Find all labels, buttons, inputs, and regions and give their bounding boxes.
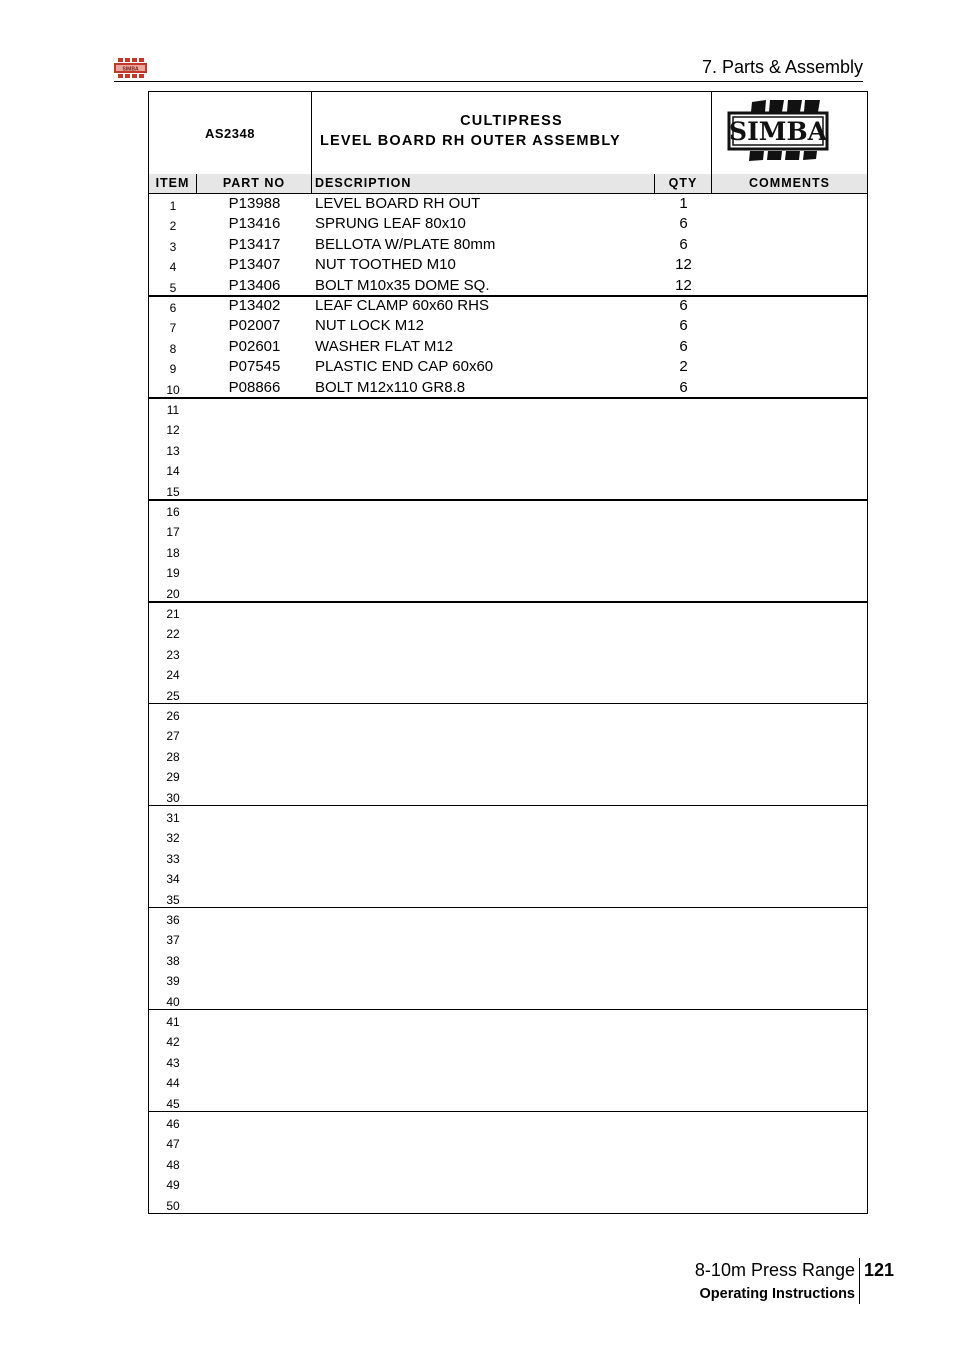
row-item-number: 25 bbox=[166, 688, 180, 703]
table-row bbox=[149, 418, 867, 438]
row-item-number: 2 bbox=[169, 219, 177, 234]
row-part-number: P13402 bbox=[228, 297, 281, 314]
table-row bbox=[149, 806, 867, 826]
row-item-number: 31 bbox=[166, 811, 180, 825]
table-row bbox=[149, 520, 867, 540]
col-description: DESCRIPTION bbox=[312, 174, 655, 193]
footer-title: 8-10m Press Range bbox=[694, 1260, 855, 1280]
row-qty: 12 bbox=[675, 276, 692, 294]
row-item-number: 4 bbox=[169, 260, 177, 275]
table-row bbox=[149, 296, 867, 316]
row-item-number: 44 bbox=[166, 1076, 180, 1091]
row-item-number: 41 bbox=[166, 1015, 180, 1029]
row-description: PLASTIC END CAP 60x60 bbox=[315, 358, 494, 376]
table-row bbox=[149, 908, 867, 928]
table-row bbox=[149, 786, 867, 806]
table-row bbox=[149, 1092, 867, 1112]
row-part-number: P13988 bbox=[228, 195, 281, 212]
table-row bbox=[149, 255, 867, 275]
table-row bbox=[149, 235, 867, 255]
table-row bbox=[149, 990, 867, 1010]
row-part-number: P13407 bbox=[228, 256, 281, 274]
table-row bbox=[149, 480, 867, 500]
row-item-number: 22 bbox=[166, 627, 180, 642]
page-number: 121 bbox=[864, 1260, 895, 1280]
table-row bbox=[149, 194, 867, 214]
row-item-number: 28 bbox=[166, 749, 180, 764]
row-item-number: 20 bbox=[166, 586, 180, 601]
row-item-number: 14 bbox=[166, 464, 180, 479]
table-row bbox=[149, 622, 867, 642]
row-item-number: 32 bbox=[166, 831, 180, 846]
row-description: WASHER FLAT M12 bbox=[315, 337, 454, 355]
row-item-number: 29 bbox=[166, 770, 180, 785]
table-row bbox=[149, 1173, 867, 1193]
simba-logo bbox=[712, 92, 867, 174]
row-qty: 6 bbox=[679, 235, 688, 253]
row-item-number: 50 bbox=[166, 1198, 180, 1213]
table-row bbox=[149, 643, 867, 663]
row-part-number: P02601 bbox=[228, 337, 281, 355]
table-row bbox=[149, 1153, 867, 1173]
table-row bbox=[149, 1194, 867, 1214]
table-row bbox=[149, 357, 867, 377]
svg-text:SIMBA: SIMBA bbox=[122, 66, 139, 73]
row-part-number: P08866 bbox=[228, 378, 281, 396]
table-row bbox=[149, 1132, 867, 1152]
row-item-number: 8 bbox=[169, 341, 177, 356]
table-row bbox=[149, 500, 867, 520]
row-item-number: 34 bbox=[166, 872, 180, 887]
col-comments: COMMENTS bbox=[749, 176, 830, 190]
row-item-number: 46 bbox=[166, 1117, 180, 1131]
table-row bbox=[149, 276, 867, 296]
table-row bbox=[149, 663, 867, 683]
row-part-number: P02007 bbox=[228, 317, 281, 335]
row-part-number: P13406 bbox=[228, 276, 281, 294]
row-qty: 12 bbox=[675, 256, 692, 274]
title-block bbox=[149, 92, 867, 175]
row-part-number: P13416 bbox=[228, 215, 281, 233]
row-qty: 2 bbox=[679, 358, 688, 376]
row-item-number: 12 bbox=[166, 423, 180, 438]
row-qty: 6 bbox=[679, 215, 688, 233]
row-qty: 6 bbox=[679, 378, 688, 396]
row-item-number: 11 bbox=[166, 403, 180, 417]
table-row bbox=[149, 684, 867, 704]
section-title: 7. Parts & Assembly bbox=[701, 57, 863, 77]
row-item-number: 36 bbox=[166, 913, 180, 927]
simba-small-logo bbox=[114, 58, 147, 78]
row-item-number: 16 bbox=[166, 505, 180, 519]
row-item-number: 40 bbox=[166, 994, 180, 1009]
row-item-number: 30 bbox=[166, 790, 180, 805]
row-qty: 1 bbox=[679, 195, 688, 212]
row-item-number: 21 bbox=[166, 607, 180, 621]
row-item-number: 17 bbox=[166, 525, 180, 540]
row-item-number: 3 bbox=[169, 239, 177, 254]
row-item-number: 47 bbox=[166, 1137, 180, 1152]
row-item-number: 27 bbox=[166, 729, 180, 744]
col-item: ITEM bbox=[149, 174, 197, 193]
table-row bbox=[149, 1051, 867, 1071]
row-description: NUT LOCK M12 bbox=[315, 317, 424, 335]
row-item-number: 33 bbox=[166, 851, 180, 866]
table-row bbox=[149, 928, 867, 948]
table-row bbox=[149, 337, 867, 357]
row-description: LEAF CLAMP 60x60 RHS bbox=[315, 297, 489, 314]
table-row bbox=[149, 888, 867, 908]
row-item-number: 9 bbox=[169, 362, 177, 377]
row-item-number: 45 bbox=[166, 1096, 180, 1111]
row-item-number: 42 bbox=[166, 1035, 180, 1050]
row-item-number: 43 bbox=[166, 1055, 180, 1070]
table-row bbox=[149, 867, 867, 887]
row-item-number: 1 bbox=[169, 199, 177, 213]
footer-subtitle: Operating Instructions bbox=[699, 1286, 855, 1302]
row-item-number: 35 bbox=[166, 892, 180, 907]
row-item-number: 38 bbox=[166, 953, 180, 968]
row-item-number: 10 bbox=[166, 382, 180, 397]
row-description: BOLT M10x35 DOME SQ. bbox=[315, 276, 490, 294]
assembly-title-line1: CULTIPRESS bbox=[460, 113, 563, 129]
table-row bbox=[149, 541, 867, 561]
row-item-number: 26 bbox=[166, 709, 180, 723]
table-row bbox=[149, 847, 867, 867]
row-item-number: 18 bbox=[166, 545, 180, 560]
col-qty: QTY bbox=[655, 174, 712, 193]
table-row bbox=[149, 1010, 867, 1030]
row-description: LEVEL BOARD RH OUT bbox=[315, 195, 481, 212]
table-row bbox=[149, 582, 867, 602]
table-row bbox=[149, 969, 867, 989]
row-item-number: 23 bbox=[166, 647, 180, 662]
row-item-number: 37 bbox=[166, 933, 180, 948]
table-row bbox=[149, 378, 867, 398]
row-qty: 6 bbox=[679, 337, 688, 355]
table-row bbox=[149, 398, 867, 418]
row-item-number: 24 bbox=[166, 668, 180, 683]
table-row bbox=[149, 826, 867, 846]
row-part-number: P13417 bbox=[228, 235, 281, 253]
table-row bbox=[149, 316, 867, 336]
table-row bbox=[149, 724, 867, 744]
header-rule bbox=[114, 81, 863, 82]
footer-divider bbox=[859, 1258, 860, 1304]
table-row bbox=[149, 704, 867, 724]
row-item-number: 7 bbox=[169, 321, 177, 336]
table-row bbox=[149, 459, 867, 479]
row-qty: 6 bbox=[679, 297, 688, 314]
row-item-number: 39 bbox=[166, 974, 180, 989]
table-row bbox=[149, 1071, 867, 1091]
table-row bbox=[149, 745, 867, 765]
parts-sheet bbox=[148, 91, 868, 1214]
row-part-number: P07545 bbox=[228, 358, 281, 376]
table-row bbox=[149, 1030, 867, 1050]
row-qty: 6 bbox=[679, 317, 688, 335]
row-item-number: 6 bbox=[169, 301, 177, 315]
row-description: BOLT M12x110 GR8.8 bbox=[315, 378, 466, 396]
row-item-number: 13 bbox=[166, 443, 180, 458]
table-row bbox=[149, 439, 867, 459]
table-row bbox=[149, 602, 867, 622]
col-part-no: PART NO bbox=[197, 174, 312, 193]
table-row bbox=[149, 561, 867, 581]
assembly-title-line2: LEVEL BOARD RH OUTER ASSEMBLY bbox=[320, 133, 621, 149]
column-header-row bbox=[149, 174, 867, 194]
assembly-code: AS2348 bbox=[149, 92, 312, 174]
assembly-title bbox=[312, 92, 712, 174]
row-item-number: 15 bbox=[166, 484, 180, 499]
row-description: BELLOTA W/PLATE 80mm bbox=[315, 235, 496, 253]
row-item-number: 19 bbox=[166, 566, 180, 581]
row-description: NUT TOOTHED M10 bbox=[315, 256, 456, 274]
row-item-number: 49 bbox=[166, 1178, 180, 1193]
row-description: SPRUNG LEAF 80x10 bbox=[315, 215, 466, 233]
table-row bbox=[149, 765, 867, 785]
row-item-number: 5 bbox=[169, 280, 177, 295]
table-row bbox=[149, 214, 867, 234]
table-row bbox=[149, 949, 867, 969]
table-row bbox=[149, 1112, 867, 1132]
simba-logo-text: SIMBA bbox=[729, 117, 827, 146]
row-item-number: 48 bbox=[166, 1157, 180, 1172]
